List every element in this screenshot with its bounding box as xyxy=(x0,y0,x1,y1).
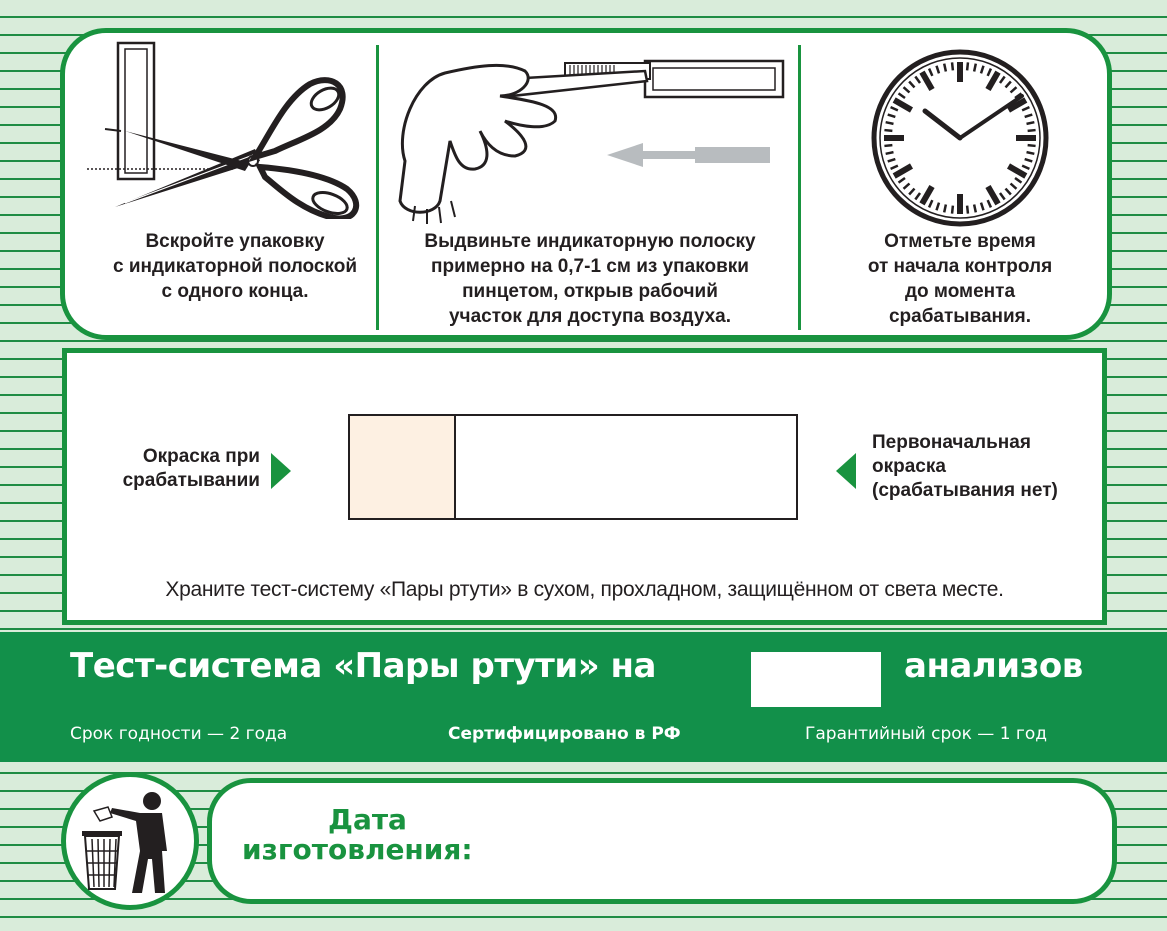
recycle-badge xyxy=(61,772,199,910)
step1-text xyxy=(85,229,385,304)
color-scale-panel xyxy=(62,348,1107,625)
arrow-left-icon xyxy=(834,451,858,491)
initial-label xyxy=(872,431,1112,503)
production-date-label xyxy=(242,805,473,865)
triggered-color-swatch xyxy=(350,416,456,518)
step3-line: от начала контроля xyxy=(867,256,1053,277)
divider xyxy=(376,45,379,330)
step3-text xyxy=(805,229,1115,329)
triggered-label xyxy=(92,445,260,493)
step2-line: примерно на 0,7-1 см из упаковки xyxy=(431,256,749,277)
clock-tick xyxy=(886,122,894,124)
initial-label-line: (срабатывания нет) xyxy=(872,480,1058,501)
step1-line: с индикаторной полоской xyxy=(112,256,358,277)
clock-tick xyxy=(944,205,946,213)
clock-tick xyxy=(967,62,968,70)
step2-text xyxy=(381,229,799,329)
clock-icon xyxy=(865,43,1055,233)
initial-label-line: Первоначальная xyxy=(872,432,1031,453)
instructions-panel xyxy=(60,28,1112,340)
production-date-label-line: изготовления: xyxy=(242,833,473,866)
tweezers-hand-icon xyxy=(395,41,795,231)
clock-tick xyxy=(974,205,976,213)
clock-tick xyxy=(974,64,976,72)
step1-line: Вскройте упаковку xyxy=(145,231,325,252)
triggered-label-line: срабатывании xyxy=(122,470,260,491)
certified-note: Сертифицировано в РФ xyxy=(448,724,681,744)
clock-tick xyxy=(952,206,953,214)
warranty-note: Гарантийный срок — 1 год xyxy=(805,724,1048,744)
clock-tick xyxy=(1027,152,1035,154)
trash-bin-icon xyxy=(70,781,190,901)
product-band xyxy=(0,632,1167,762)
storage-note: Храните тест-систему «Пары ртути» в сухом, прохладном, защищённом от света месте. xyxy=(165,578,1004,601)
clock-tick xyxy=(944,64,946,72)
clock-tick xyxy=(1027,122,1035,124)
clock-tick xyxy=(884,145,892,146)
arrow-right-icon xyxy=(269,451,293,491)
product-title-suffix: анализов xyxy=(904,646,1083,686)
product-title: Тест-система «Пары ртути» на xyxy=(70,646,656,686)
step3-line: срабатывания. xyxy=(888,306,1032,327)
divider xyxy=(798,45,801,330)
analyses-count-field xyxy=(751,652,881,707)
shelf-life: Срок годности — 2 года xyxy=(70,724,288,744)
scissors-icon xyxy=(85,39,385,219)
clock-tick xyxy=(884,130,892,131)
clock-tick xyxy=(886,152,894,154)
step3-line: Отметьте время xyxy=(884,231,1036,252)
triggered-label-line: Окраска при xyxy=(142,446,260,467)
step2-line: Выдвиньте индикаторную полоску xyxy=(424,231,756,252)
step2-line: участок для доступа воздуха. xyxy=(448,306,732,327)
clock-tick xyxy=(967,206,968,214)
production-date-panel xyxy=(207,778,1117,904)
initial-label-line: окраска xyxy=(872,456,946,477)
step1-line: с одного конца. xyxy=(161,281,309,302)
clock-tick xyxy=(952,62,953,70)
step2-line: пинцетом, открыв рабочий xyxy=(462,281,718,302)
indicator-strip xyxy=(348,414,798,520)
clock-tick xyxy=(1028,130,1036,131)
clock-tick xyxy=(1028,145,1036,146)
production-date-label-line: Дата xyxy=(328,803,407,836)
step3-line: до момента xyxy=(904,281,1016,302)
